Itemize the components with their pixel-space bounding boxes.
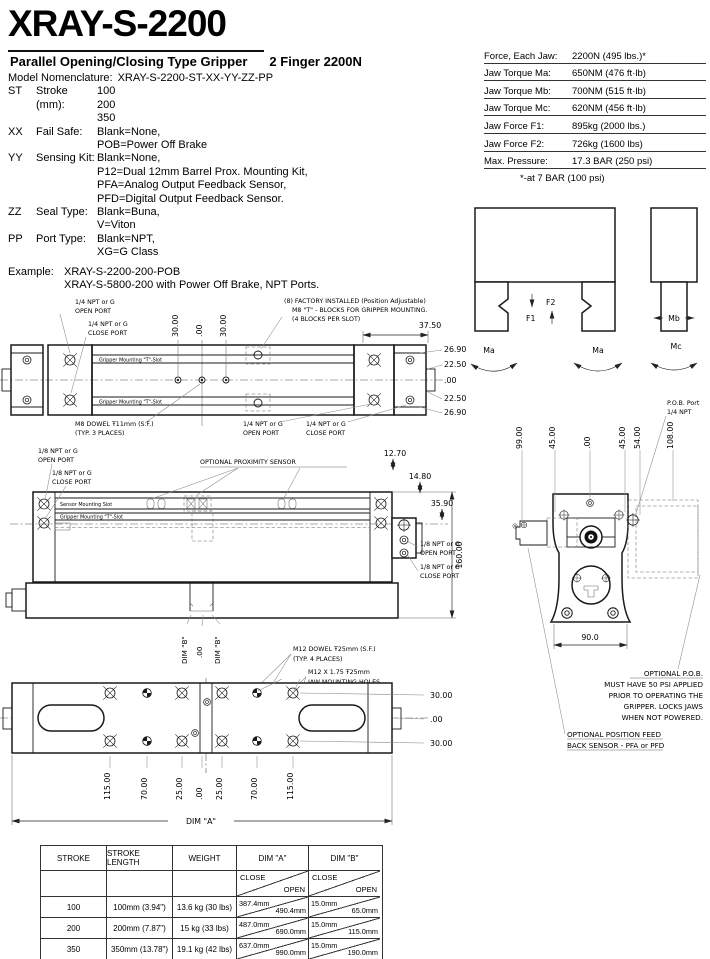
f2-label: F2 xyxy=(546,298,556,307)
right-jaw xyxy=(582,282,615,331)
dim-label: 54.00 xyxy=(633,426,642,449)
dim-b-label: DIM "B" xyxy=(213,636,222,664)
dim-label: 37.50 xyxy=(418,321,442,330)
open-port-label: 1/8 NPT or G xyxy=(420,541,460,548)
dim-label: 12.70 xyxy=(383,449,407,458)
values xyxy=(97,233,158,260)
f1-label: F1 xyxy=(526,314,536,323)
mc-arc xyxy=(651,363,697,370)
weight-value: 15 kg (33 lbs) xyxy=(173,918,237,939)
value: XG=G Class xyxy=(97,246,159,259)
model-nomenclature xyxy=(8,72,478,293)
force-spec-table xyxy=(484,46,706,184)
label: Stroke (mm): xyxy=(36,85,68,111)
left-jaw xyxy=(475,282,508,331)
spec-label: Max. Pressure: xyxy=(484,156,548,168)
code: ZZ xyxy=(8,206,22,219)
value: POB=Power Off Brake xyxy=(97,139,208,152)
open-port-label: 1/4 NPT or G xyxy=(75,299,115,306)
front-view-leaders xyxy=(45,459,456,701)
open-port-label: OPEN PORT xyxy=(75,308,111,315)
open-port-label: 1/8 NPT or G xyxy=(38,448,78,455)
proximity-sensor-label: OPTIONAL PROXIMITY SENSOR xyxy=(200,459,296,466)
ma-left-label: Ma xyxy=(483,346,495,355)
tslot-label: Gripper Mounting "T"-Slot xyxy=(99,357,163,364)
dim-a-values xyxy=(237,939,309,959)
nomenclature-row-failsafe xyxy=(8,126,478,153)
tblock-note: (4 BLOCKS PER SLOT) xyxy=(292,316,361,323)
dim-label: 115.00 xyxy=(286,772,295,800)
value: PFA=Analog Output Feedback Sensor, xyxy=(97,179,287,192)
stroke-length-value: 350mm (13.78") xyxy=(107,939,173,959)
stroke-dimension-table xyxy=(40,845,383,959)
spec-label: Jaw Torque Mb: xyxy=(484,85,551,97)
front-view-geometry xyxy=(6,492,448,618)
tslot-label: Gripper Mounting "T"-Slot xyxy=(60,514,124,521)
code: ST xyxy=(8,85,23,98)
dim-label: 45.00 xyxy=(618,426,627,449)
dim-a-values xyxy=(237,897,309,918)
dim-b-values xyxy=(309,918,380,939)
pob-note: OPTIONAL P.O.B. xyxy=(643,669,703,678)
stroke-length-value: 200mm (7.87") xyxy=(107,918,173,939)
close-port-label: CLOSE PORT xyxy=(88,330,128,337)
spec-label: Jaw Torque Mc: xyxy=(484,103,551,115)
feedback-sensor-note: BACK SENSOR - PFA or PFD xyxy=(567,741,665,750)
spec-value: 895kg (2000 lbs.) xyxy=(572,120,646,132)
m8-dowel-note: M8 DOWEL Ŧ11mm (S.F.) xyxy=(75,421,154,428)
dim-label: 30.00 xyxy=(430,739,453,748)
m12-holes-note: M12 X 1.75 Ŧ25mm xyxy=(308,669,370,676)
spec-row xyxy=(484,64,706,82)
title-rule xyxy=(8,50,264,52)
dim-label: 30.00 xyxy=(171,314,180,337)
ma-right-label: Ma xyxy=(592,346,604,355)
close-port-label: 1/8 NPT or G xyxy=(52,470,92,477)
value: 100 xyxy=(97,85,116,98)
tblock-note: (8) FACTORY INSTALLED (Position Adjustable) xyxy=(284,298,426,305)
dim-label: 22.50 xyxy=(444,360,467,369)
nomenclature-intro xyxy=(8,72,478,85)
pob-port-label: 1/4 NPT xyxy=(667,409,692,416)
spec-row xyxy=(484,152,706,170)
dim-label: 160.00 xyxy=(455,541,464,569)
open-value: 990.0mm xyxy=(275,948,306,957)
dim-label: 25.00 xyxy=(215,777,224,800)
open-value: 490.4mm xyxy=(275,906,306,915)
weight-value: 13.6 kg (30 lbs) xyxy=(173,897,237,918)
close-value: 637.0mm xyxy=(239,941,270,950)
pob-note: GRIPPER. LOCKS JAWS xyxy=(623,702,703,711)
dim-label: .00 xyxy=(430,715,443,724)
nomenclature-intro-value: XRAY-S-2200-ST-XX-YY-ZZ-PP xyxy=(117,72,274,84)
dim-a-close-open-header xyxy=(237,871,309,897)
ma-right-arc xyxy=(574,363,622,371)
dim-label: 22.50 xyxy=(444,394,467,403)
dim-label: 35.90 xyxy=(430,499,454,508)
empty-cell xyxy=(107,871,173,897)
close-label: CLOSE xyxy=(240,873,266,882)
code: XX xyxy=(8,125,23,138)
spec-footnote: *-at 7 BAR (100 psi) xyxy=(520,173,605,185)
side-view-geometry xyxy=(513,494,698,622)
mb-label: Mb xyxy=(668,314,680,323)
example-line: XRAY-S-5800-200 with Power Off Brake, NPT Ports. xyxy=(64,279,320,292)
finger-force-label: 2 Finger 2200N xyxy=(269,54,362,69)
stroke-length-value: 100mm (3.94") xyxy=(107,897,173,918)
bottom-view-geometry xyxy=(0,678,430,773)
side-view-drawing xyxy=(470,393,710,765)
empty-cell xyxy=(41,871,107,897)
value: Blank=Buna, xyxy=(97,206,160,219)
dim-label: 30.00 xyxy=(430,691,453,700)
open-value: 690.0mm xyxy=(275,927,306,936)
pob-note: MUST HAVE 50 PSI APPLIED xyxy=(604,680,703,689)
subtitle-row xyxy=(10,54,362,69)
dim-a-label: DIM "A" xyxy=(185,817,217,826)
stroke-value: 200 xyxy=(41,918,107,939)
dim-label: .00 xyxy=(195,324,204,337)
example-label: Example: xyxy=(8,265,54,278)
dim-label: 14.80 xyxy=(408,472,432,481)
top-view-drawing xyxy=(0,293,470,436)
dim-b-close-open-header xyxy=(309,871,380,897)
value: V=Viton xyxy=(97,219,136,232)
label: Fail Safe: xyxy=(36,125,83,138)
dim-b-label: DIM "B" xyxy=(180,636,189,664)
spec-value: 726kg (1600 lbs) xyxy=(572,138,643,150)
jaw-force-diagram xyxy=(470,195,710,390)
spec-label: Force, Each Jaw: xyxy=(484,50,558,62)
mc-jaw xyxy=(661,282,687,331)
close-port-label: 1/8 NPT or G xyxy=(420,564,460,571)
mc-label: Mc xyxy=(670,342,682,351)
tslot-label: Gripper Mounting "T"-Slot xyxy=(99,399,163,406)
pob-note: PRIOR TO OPERATING THE xyxy=(608,691,703,700)
dim-label: 115.00 xyxy=(103,772,112,800)
nomenclature-row-port xyxy=(8,233,478,260)
stroke-value: 350 xyxy=(41,939,107,959)
spec-value: 620NM (456 ft·lb) xyxy=(572,103,646,115)
nomenclature-intro-label: Model Nomenclature: xyxy=(8,72,113,84)
open-port-label: 1/4 NPT or G xyxy=(243,421,283,428)
close-port-label: 1/4 NPT or G xyxy=(88,321,128,328)
col-header: STROKE LENGTH xyxy=(107,846,173,871)
spec-row xyxy=(484,46,706,64)
value: Blank=None, xyxy=(97,125,161,138)
code: YY xyxy=(8,152,23,165)
spec-row xyxy=(484,99,706,117)
example-values xyxy=(64,266,319,293)
values xyxy=(97,85,115,125)
value: 200 xyxy=(97,98,116,111)
nomenclature-example xyxy=(8,266,478,293)
tblock-note: M8 "T" - BLOCKS FOR GRIPPER MOUNTING. xyxy=(292,307,428,314)
value: P12=Dual 12mm Barrel Prox. Mounting Kit, xyxy=(97,165,308,178)
dim-label: 70.00 xyxy=(140,777,149,800)
dim-label: 45.00 xyxy=(548,426,557,449)
dim-label: .00 xyxy=(444,376,457,385)
gripper-body xyxy=(475,208,615,282)
weight-value: 19.1 kg (42 lbs) xyxy=(173,939,237,959)
dim-a-values xyxy=(237,918,309,939)
open-value: 190.0mm xyxy=(347,948,378,957)
close-value: 15.0mm xyxy=(311,941,338,950)
nomenclature-row-stroke xyxy=(8,85,478,125)
col-header: WEIGHT xyxy=(173,846,237,871)
open-label: OPEN xyxy=(283,885,305,894)
sensor-slot-label: Sensor Mounting Slot xyxy=(60,502,113,508)
spec-row xyxy=(484,116,706,134)
spec-label: Jaw Force F1: xyxy=(484,120,545,132)
bottom-view-drawing xyxy=(0,678,470,833)
spec-row xyxy=(484,81,706,99)
dim-b-values xyxy=(309,939,380,959)
front-view-drawing xyxy=(0,443,470,703)
close-port-label: CLOSE PORT xyxy=(420,573,460,580)
dim-label: 26.90 xyxy=(444,408,467,417)
dim-label: 99.00 xyxy=(515,426,524,449)
open-port-label: OPEN PORT xyxy=(420,550,456,557)
nomenclature-row-seal xyxy=(8,206,478,233)
dim-label: .00 xyxy=(195,646,204,658)
dim-label: 90.0 xyxy=(581,633,599,642)
open-label: OPEN xyxy=(355,885,377,894)
value: 350 xyxy=(97,112,116,125)
value: Blank=None, xyxy=(97,152,161,165)
product-type-label: Parallel Opening/Closing Type Gripper xyxy=(10,54,248,69)
spec-label: Jaw Torque Ma: xyxy=(484,68,551,80)
label: Seal Type: xyxy=(36,206,88,219)
example-line: XRAY-S-2200-200-POB xyxy=(64,265,181,278)
spec-value: 17.3 BAR (250 psi) xyxy=(572,156,653,168)
dim-label: 26.90 xyxy=(444,345,467,354)
value: PFD=Digital Output Feedback Sensor. xyxy=(97,192,284,205)
dim-label: .00 xyxy=(195,787,204,800)
feedback-sensor-note: OPTIONAL POSITION FEED xyxy=(567,730,661,739)
close-label: CLOSE xyxy=(312,873,338,882)
open-value: 115.0mm xyxy=(348,927,378,936)
spec-row xyxy=(484,134,706,152)
spec-value: 700NM (515 ft·lb) xyxy=(572,85,646,97)
close-value: 387.4mm xyxy=(239,899,270,908)
m12-dowel-note: (TYP. 4 PLACES) xyxy=(293,656,343,663)
col-header: STROKE xyxy=(41,846,107,871)
open-port-label: OPEN PORT xyxy=(38,457,74,464)
spec-value: 650NM (476 ft·lb) xyxy=(572,68,646,80)
close-value: 15.0mm xyxy=(311,899,338,908)
label: Sensing Kit: xyxy=(36,152,95,165)
spec-value: 2200N (495 lbs.)* xyxy=(572,50,646,62)
mc-body xyxy=(651,208,697,282)
dim-label: 70.00 xyxy=(250,777,259,800)
close-port-label: 1/4 NPT or G xyxy=(306,421,346,428)
m12-dowel-note: M12 DOWEL Ŧ25mm (S.F.) xyxy=(293,646,376,653)
values xyxy=(97,126,207,153)
close-port-label: CLOSE PORT xyxy=(306,430,346,436)
dim-b-values xyxy=(309,897,380,918)
close-port-label: CLOSE PORT xyxy=(52,479,92,486)
values xyxy=(97,152,308,206)
col-header: DIM "A" xyxy=(237,846,309,871)
close-value: 487.0mm xyxy=(239,920,270,929)
label: Port Type: xyxy=(36,232,86,245)
value: Blank=NPT, xyxy=(97,232,155,245)
stroke-value: 100 xyxy=(41,897,107,918)
dim-label: 108.00 xyxy=(666,421,675,449)
pob-note: WHEN NOT POWERED. xyxy=(621,713,703,722)
dim-label: .00 xyxy=(583,436,592,449)
spec-label: Jaw Force F2: xyxy=(484,138,545,150)
col-header: DIM "B" xyxy=(309,846,380,871)
nomenclature-row-sensing xyxy=(8,152,478,206)
dim-label: 30.00 xyxy=(219,314,228,337)
close-value: 15.0mm xyxy=(311,920,338,929)
m8-dowel-note: (TYP. 3 PLACES) xyxy=(75,430,125,436)
ma-left-arc xyxy=(471,363,517,371)
dim-label: 25.00 xyxy=(175,777,184,800)
open-port-label: OPEN PORT xyxy=(243,430,279,436)
open-value: 65.0mm xyxy=(351,906,378,915)
code: PP xyxy=(8,232,23,245)
empty-cell xyxy=(173,871,237,897)
values xyxy=(97,206,160,233)
pob-port-label: P.O.B. Port xyxy=(667,400,700,407)
page-title: XRAY-S-2200 xyxy=(8,3,226,44)
